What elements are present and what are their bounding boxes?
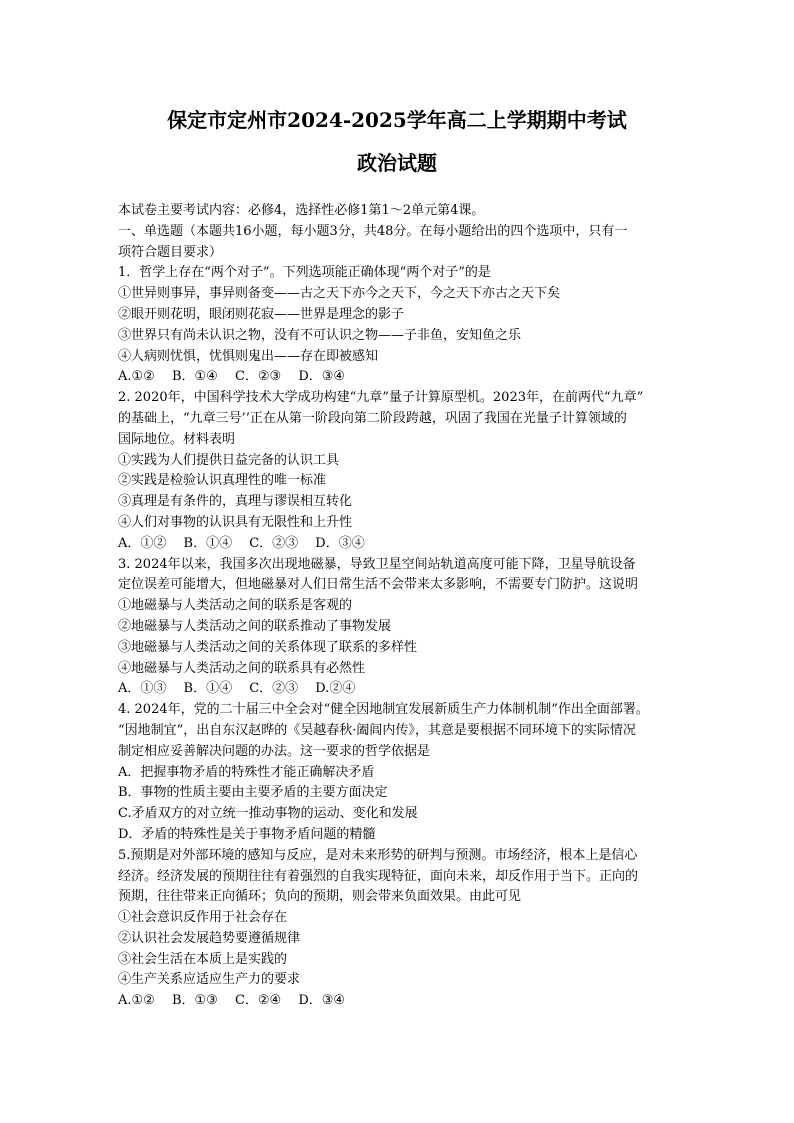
text-line: ①地磁暴与人类活动之间的联系是客观的 <box>118 598 353 614</box>
text-line: ③世界只有尚未认识之物，没有不可认识之物——子非鱼，安知鱼之乐 <box>118 327 522 343</box>
text-line: ②眼开则花明，眼闭则花寂——世界是理念的影子 <box>118 306 405 322</box>
text-line: 3. 2024年以来，我国多次出现地磁暴，导致卫星空间站轨道高度可能下降，卫星导航设备 <box>118 556 636 572</box>
text-line: ①世异则事异，事异则备变——古之天下亦今之天下，今之天下亦古之天下矣 <box>118 286 561 302</box>
text-line: ③社会生活在本质上是实践的 <box>118 951 288 967</box>
text-line: C.矛盾双方的对立统一推动事物的运动、变化和发展 <box>118 806 418 822</box>
text-line: ②实践是检验认识真理性的唯一标准 <box>118 473 327 489</box>
text-line: ③地磁暴与人类活动之间的关系体现了联系的多样性 <box>118 639 418 655</box>
text-line: ③真理是有条件的，真理与谬误相互转化 <box>118 494 353 510</box>
text-line: ②认识社会发展趋势要遵循规律 <box>118 930 301 946</box>
text-line: A．①③ B．①④ C．②③ D.②④ <box>118 681 356 697</box>
text-line: ②地磁暴与人类活动之间的联系推动了事物发展 <box>118 618 392 634</box>
text-line: ①实践为人们提供日益完备的认识工具 <box>118 452 340 468</box>
exam-body <box>118 201 688 1012</box>
text-line: 预期，往往带来正向循环；负向的预期，则会带来负面效果。由此可见 <box>118 889 522 905</box>
text-line: 4. 2024年，党的二十届三中全会对“健全因地制宜发展新质生产力体制机制”作出全面部署。 <box>118 702 649 718</box>
text-line: 制定相应妥善解决问题的办法。这一要求的哲学依据是 <box>118 743 431 759</box>
exam-subtitle: 政治试题 <box>357 151 437 175</box>
text-line: 1．哲学上存在“两个对子”。下列选项能正确体现“两个对子”的是 <box>118 265 491 281</box>
text-line: 5.预期是对外部环境的感知与反应，是对未来形势的研判与预测。市场经济，根本上是信心 <box>118 847 638 863</box>
text-line: A．把握事物矛盾的特殊性才能正确解决矛盾 <box>118 764 375 780</box>
text-line: B．事物的性质主要由主要矛盾的主要方面决定 <box>118 785 388 801</box>
text-line: D．矛盾的特殊性是关于事物矛盾问题的精髓 <box>118 826 376 842</box>
text-line: 本试卷主要考试内容：必修4，选择性必修1第1～2单元第4课。 <box>118 203 485 218</box>
text-line: ④生产关系应适应生产力的要求 <box>118 972 301 988</box>
text-line: ④人病则忧惧，忧惧则鬼出——存在即被感知 <box>118 348 379 364</box>
text-line: A.①② B．①③ C．②④ D．③④ <box>118 993 346 1009</box>
text-line: “因地制宜”，出自东汉赵晔的《吴越春秋·阖闾内传》，其意是要根据不同环境下的实际情况 <box>118 722 636 738</box>
text-line: A.①② B．①④ C．②③ D．③④ <box>118 369 346 385</box>
exam-title: 保定市定州市2024-2025学年高二上学期期中考试 <box>167 108 627 132</box>
text-line: 国际地位。材料表明 <box>118 431 236 447</box>
text-line: 经济。经济发展的预期往往有着强烈的自我实现特征，面向未来，却反作用于当下。正向的 <box>118 868 639 884</box>
text-line: ④地磁暴与人类活动之间的联系具有必然性 <box>118 660 366 676</box>
text-line: 项符合题目要求） <box>118 244 223 260</box>
text-line: A．①② B．①④ C．②③ D．③④ <box>118 535 365 551</box>
text-line: ①社会意识反作用于社会存在 <box>118 910 288 926</box>
text-line: 2. 2020年，中国科学技术大学成功构建“九章”量子计算原型机。2023年，在前两代“九章” <box>118 390 644 406</box>
text-line: 的基础上，“九章三号’’正在从第一阶段向第二阶段跨越，巩固了我国在光量子计算领域的 <box>118 410 627 426</box>
text-line: ④人们对事物的认识具有无限性和上升性 <box>118 514 353 530</box>
text-line: 定位误差可能增大，但地磁暴对人们日常生活不会带来太多影响，不需要专门防护。这说明 <box>118 577 639 593</box>
text-line: 一、单选题（本题共16小题，每小题3分，共48分。在每小题给出的四个选项中，只有一 <box>118 223 628 239</box>
